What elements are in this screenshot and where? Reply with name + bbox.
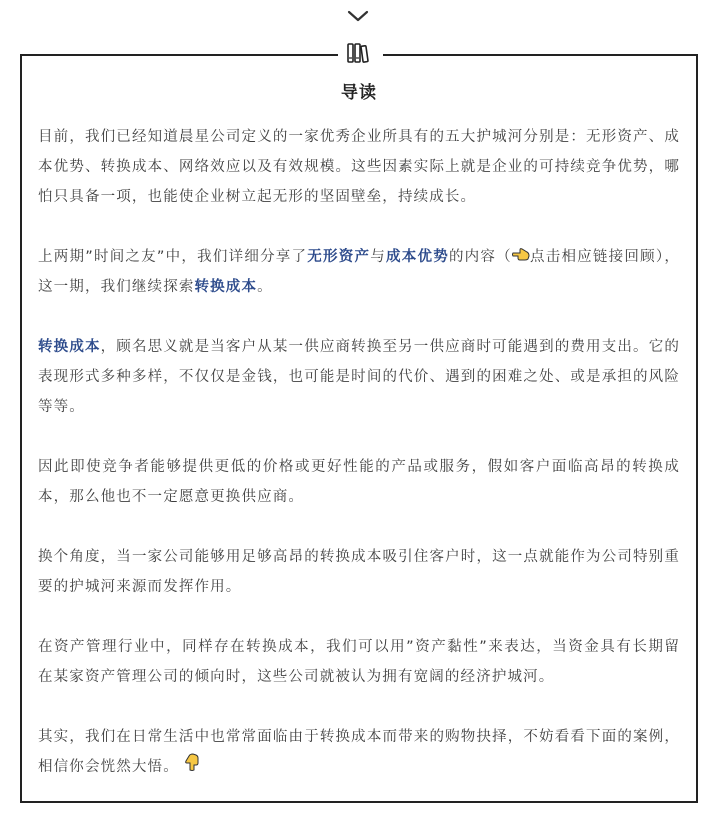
definition-text: ，顾名思义就是当客户从某一供应商转换至另一供应商时可能遇到的费用支出。它的表现形式多种多样，不仅仅是金钱，也可能是时间的代价、遇到的困难之处、或是承担的风险等等。 <box>38 339 680 415</box>
link-intangible-assets[interactable]: 无形资产 <box>307 249 371 265</box>
p2-text-5: 。 <box>257 279 273 295</box>
p2-text-1: 上两期”时间之友”中，我们详细分享了 <box>38 249 308 265</box>
hand-pointing-left-icon <box>512 242 530 272</box>
guide-content <box>38 122 680 782</box>
p2-text-4: 点击相应链接回顾），这一期，我们继续探索 <box>38 249 681 295</box>
paragraph-competition: 因此即使竞争者能够提供更低的价格或更好性能的产品或服务，假如客户面临高昂的转换成本，那么他也不一定愿意更换供应商。 <box>38 459 680 505</box>
reading-guide-box <box>20 54 698 803</box>
paragraph-asset-management: 在资产管理行业中，同样存在转换成本，我们可以用”资产黏性”来表达，当资金具有长期留在某家资产管理公司的倾向时，这些公司就被认为拥有宽阔的经济护城河。 <box>38 639 680 685</box>
p2-text-2: 与 <box>370 249 386 265</box>
paragraph-definition <box>38 332 680 422</box>
paragraph-intro: 目前，我们已经知道晨星公司定义的一家优秀企业所具有的五大护城河分别是：无形资产、成本优势、转换成本、网络效应以及有效规模。这些因素实际上就是企业的可持续竞争优势，哪怕只具备一项，也能使企业树立起无形的坚固壁垒，持续成长。 <box>38 129 680 205</box>
paragraph-links <box>38 242 680 302</box>
link-cost-advantage[interactable]: 成本优势 <box>385 249 449 265</box>
hand-pointing-down-icon <box>185 752 199 782</box>
chevron-down-icon <box>346 8 370 24</box>
paragraph-closing <box>38 722 680 782</box>
closing-text: 其实，我们在日常生活中也常常面临由于转换成本而带来的购物抉择，不妨看看下面的案例，相信你会恍然大悟。 <box>38 729 680 775</box>
paragraph-moat-source: 换个角度，当一家公司能够用足够高昂的转换成本吸引住客户时，这一点就能作为公司特别重要的护城河来源而发挥作用。 <box>38 549 680 595</box>
definition-term: 转换成本 <box>38 339 101 355</box>
term-switching-cost: 转换成本 <box>194 279 258 295</box>
p2-text-3: 的内容（ <box>448 249 512 265</box>
section-title: 导读 <box>341 83 377 103</box>
